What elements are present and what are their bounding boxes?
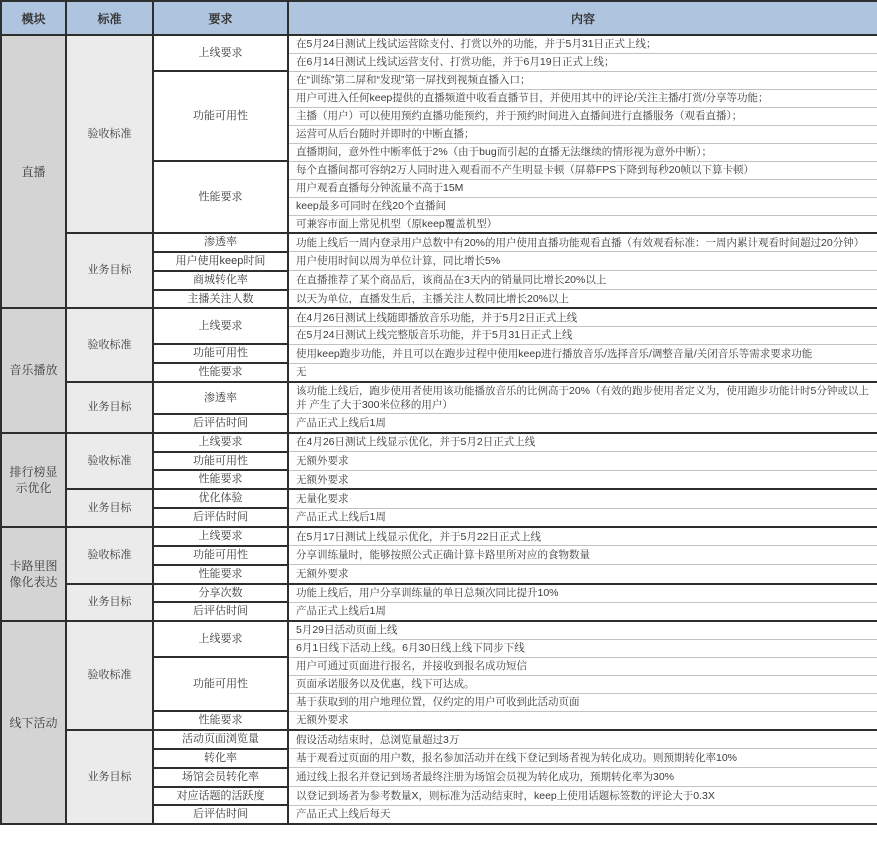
standard-cell: 业务目标 — [66, 489, 153, 527]
content-cell: 主播（用户）可以使用预约直播功能预约，并于预约时间进入直播间进行直播服务（观看直播）； — [288, 107, 877, 125]
content-cell: 使用keep跑步功能，并且可以在跑步过程中使用keep进行播放音乐/选择音乐/调整音量/关闭音乐等需求要求功能 — [288, 344, 877, 363]
module-cell: 直播 — [1, 35, 66, 308]
content-cell: 以登记到场者为参考数量X，则标准为活动结束时，keep上使用话题标签数的评论大于0.3X — [288, 787, 877, 806]
requirement-cell: 性能要求 — [153, 565, 288, 584]
table-row — [1, 308, 877, 326]
standard-cell: 业务目标 — [66, 730, 153, 824]
requirement-cell: 转化率 — [153, 749, 288, 768]
content-cell: 在“训练”第二屏和“发现”第一屏找到视频直播入口； — [288, 71, 877, 89]
module-cell: 音乐播放 — [1, 308, 66, 432]
requirement-cell: 上线要求 — [153, 433, 288, 452]
table-row — [1, 584, 877, 603]
table-header — [1, 1, 877, 35]
content-cell: 在直播推荐了某个商品后，该商品在3天内的销量同比增长20%以上 — [288, 271, 877, 290]
column-header-requirement: 要求 — [153, 1, 288, 35]
requirement-cell: 渗透率 — [153, 382, 288, 414]
content-cell: 无额外要求 — [288, 452, 877, 471]
requirement-cell: 上线要求 — [153, 35, 288, 71]
content-cell: keep最多可同时在线20个直播间 — [288, 197, 877, 215]
standard-cell: 验收标准 — [66, 621, 153, 730]
content-cell: 无额外要求 — [288, 711, 877, 730]
requirement-cell: 性能要求 — [153, 711, 288, 730]
content-cell: 无量化要求 — [288, 489, 877, 508]
standard-cell: 业务目标 — [66, 233, 153, 308]
content-cell: 基于获取到的用户地理位置，仅约定的用户可收到此活动页面 — [288, 693, 877, 711]
content-cell: 在4月26日测试上线显示优化，并于5月2日正式上线 — [288, 433, 877, 452]
content-cell: 在4月26日测试上线随即播放音乐功能，并于5月2日正式上线 — [288, 308, 877, 326]
requirement-cell: 用户使用keep时间 — [153, 252, 288, 271]
requirement-cell: 性能要求 — [153, 161, 288, 233]
content-cell: 每个直播间都可容纳2万人同时进入观看而不产生明显卡顿（屏幕FPS下降到每秒20帧以下算卡顿） — [288, 161, 877, 179]
table-row — [1, 527, 877, 546]
requirement-cell: 场馆会员转化率 — [153, 768, 288, 787]
requirement-cell: 商城转化率 — [153, 271, 288, 290]
requirement-cell: 性能要求 — [153, 470, 288, 489]
content-cell: 在5月24日测试上线试运营除支付、打赏以外的功能，并于5月31日正式上线； — [288, 35, 877, 53]
content-cell: 无额外要求 — [288, 565, 877, 584]
table-row — [1, 233, 877, 252]
content-cell: 分享训练量时，能够按照公式正确计算卡路里所对应的食物数量 — [288, 546, 877, 565]
content-cell: 无额外要求 — [288, 470, 877, 489]
content-cell: 功能上线后，用户分享训练量的单日总频次同比提升10% — [288, 584, 877, 603]
content-cell: 用户使用时间以周为单位计算，同比增长5% — [288, 252, 877, 271]
requirement-cell: 功能可用性 — [153, 657, 288, 711]
module-cell: 排行榜显示优化 — [1, 433, 66, 527]
column-header-content: 内容 — [288, 1, 877, 35]
requirement-cell: 功能可用性 — [153, 344, 288, 363]
requirement-cell: 功能可用性 — [153, 546, 288, 565]
requirement-cell: 上线要求 — [153, 527, 288, 546]
requirement-cell: 后评估时间 — [153, 805, 288, 824]
content-cell: 产品正式上线后1周 — [288, 602, 877, 621]
requirement-cell: 功能可用性 — [153, 452, 288, 471]
content-cell: 6月1日线下活动上线。6月30日线上线下同步下线 — [288, 639, 877, 657]
standard-cell: 业务目标 — [66, 382, 153, 433]
standard-cell: 验收标准 — [66, 433, 153, 490]
content-cell: 页面承诺服务以及优惠，线下可达成。 — [288, 675, 877, 693]
content-cell: 基于观看过页面的用户数，报名参加活动并在线下登记到场者视为转化成功。则预期转化率10% — [288, 749, 877, 768]
content-cell: 用户可通过页面进行报名，并接收到报名成功短信 — [288, 657, 877, 675]
requirement-cell: 性能要求 — [153, 363, 288, 382]
requirement-cell: 分享次数 — [153, 584, 288, 603]
table-row — [1, 489, 877, 508]
content-cell: 通过线上报名并登记到场者最终注册为场馆会员视为转化成功，预期转化率为30% — [288, 768, 877, 787]
standard-cell: 验收标准 — [66, 35, 153, 233]
table-row — [1, 35, 877, 53]
requirement-cell: 渗透率 — [153, 233, 288, 252]
content-cell: 直播期间，意外性中断率低于2%（由于bug而引起的直播无法继续的情形视为意外中断）； — [288, 143, 877, 161]
requirement-cell: 上线要求 — [153, 621, 288, 657]
requirement-cell: 上线要求 — [153, 308, 288, 344]
requirement-cell: 活动页面浏览量 — [153, 730, 288, 749]
content-cell: 用户观看直播每分钟流量不高于15M — [288, 179, 877, 197]
table-row — [1, 433, 877, 452]
content-cell: 用户可进入任何keep提供的直播频道中收看直播节目，并使用其中的评论/关注主播/打赏/分享等功能； — [288, 89, 877, 107]
module-cell: 卡路里图像化表达 — [1, 527, 66, 621]
content-cell: 在5月17日测试上线显示优化，并于5月22日正式上线 — [288, 527, 877, 546]
table-row — [1, 382, 877, 414]
content-cell: 运营可从后台随时并即时的中断直播； — [288, 125, 877, 143]
module-cell: 线下活动 — [1, 621, 66, 824]
content-cell: 假设活动结束时，总浏览量超过3万 — [288, 730, 877, 749]
content-cell: 在6月14日测试上线试运营支付、打赏功能，并于6月19日正式上线； — [288, 53, 877, 71]
column-header-standard: 标准 — [66, 1, 153, 35]
requirement-cell: 主播关注人数 — [153, 290, 288, 309]
column-header-module: 模块 — [1, 1, 66, 35]
content-cell: 该功能上线后，跑步使用者使用该功能播放音乐的比例高于20%（有效的跑步使用者定义为，使用跑步功能计时5分钟或以上并 产生了大于300米位移的用户） — [288, 382, 877, 414]
content-cell: 产品正式上线后1周 — [288, 414, 877, 433]
requirements-table-body — [1, 35, 877, 824]
content-cell: 可兼容市面上常见机型（原keep覆盖机型） — [288, 215, 877, 233]
requirement-cell: 后评估时间 — [153, 414, 288, 433]
standard-cell: 验收标准 — [66, 308, 153, 382]
standard-cell: 业务目标 — [66, 584, 153, 622]
table-row — [1, 730, 877, 749]
table-row — [1, 621, 877, 639]
requirement-cell: 对应话题的活跃度 — [153, 787, 288, 806]
content-cell: 产品正式上线后1周 — [288, 508, 877, 527]
standard-cell: 验收标准 — [66, 527, 153, 584]
content-cell: 5月29日活动页面上线 — [288, 621, 877, 639]
content-cell: 在5月24日测试上线完整版音乐功能，并于5月31日正式上线 — [288, 326, 877, 344]
content-cell: 功能上线后一周内登录用户总数中有20%的用户使用直播功能观看直播（有效观看标准：一周内累计观看时间超过20分钟） — [288, 233, 877, 252]
content-cell: 产品正式上线后每天 — [288, 805, 877, 824]
requirement-cell: 后评估时间 — [153, 602, 288, 621]
requirement-cell: 后评估时间 — [153, 508, 288, 527]
requirement-cell: 优化体验 — [153, 489, 288, 508]
content-cell: 无 — [288, 363, 877, 382]
content-cell: 以天为单位，直播发生后，主播关注人数同比增长20%以上 — [288, 290, 877, 309]
requirement-cell: 功能可用性 — [153, 71, 288, 161]
